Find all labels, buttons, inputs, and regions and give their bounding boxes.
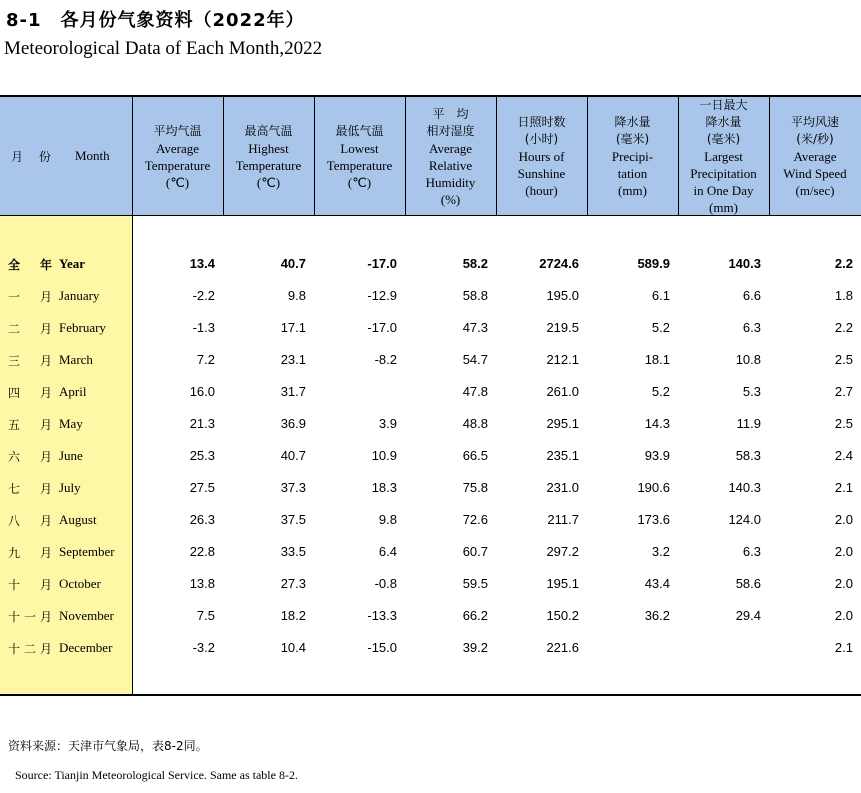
column-header-line: Temperature (235, 157, 302, 173)
table-bottom-rule (0, 694, 861, 696)
column-header-line: Average (155, 140, 200, 156)
column-header-line: Humidity (425, 174, 476, 190)
table-cell: 195.1 (546, 576, 579, 591)
source-note-en: Source: Tianjin Meteorological Service. Same as table 8-2. (15, 768, 298, 782)
month-label-en: May (59, 416, 83, 431)
table-cell: 1.8 (834, 288, 853, 303)
table-cell: 9.8 (378, 512, 397, 527)
table-cell: 11.9 (736, 416, 761, 431)
month-label-char: 一 (23, 610, 36, 624)
month-label-cn (8, 544, 52, 561)
month-label-cn (8, 480, 52, 497)
table-cell: 66.5 (462, 448, 488, 463)
month-label-char: 六 (8, 450, 21, 464)
table-cell: -12.9 (367, 288, 397, 303)
month-label-char: 二 (8, 322, 21, 336)
table-cell: 33.5 (280, 544, 306, 559)
table-cell: -2.2 (192, 288, 215, 303)
month-label-char: 月 (39, 450, 52, 464)
column-header-line: 平 均 (432, 106, 469, 121)
table-cell: 39.2 (462, 640, 488, 655)
table-cell: 190.6 (637, 480, 670, 495)
month-label-char: 月 (39, 322, 52, 336)
month-label-char: 九 (8, 546, 21, 560)
table-cell: 22.8 (189, 544, 215, 559)
table-row (0, 568, 861, 600)
table-row (0, 376, 861, 408)
table-cell: 10.9 (371, 448, 397, 463)
column-header-line: (℃) (256, 174, 281, 190)
table-title-cn: 8-1 各月份气象资料（2022年） (6, 10, 305, 31)
column-header-line: 平均气温 (153, 123, 202, 138)
column-header-line: 日照时数 (517, 115, 566, 129)
table-row (0, 472, 861, 504)
table-cell: 23.1 (280, 352, 306, 367)
table-cell: 58.8 (462, 288, 488, 303)
month-label-char: 月 (39, 386, 52, 400)
month-label-char: 五 (8, 418, 21, 432)
table-cell: 17.1 (280, 320, 306, 335)
column-header (496, 97, 587, 216)
month-label-char: 月 (39, 418, 52, 432)
table-cell: 18.1 (644, 352, 670, 367)
table-row (0, 312, 861, 344)
column-header-line: (℃) (165, 174, 190, 190)
table-cell: 48.8 (462, 416, 488, 431)
table-cell: 93.9 (644, 448, 670, 463)
table-cell: 140.3 (728, 480, 761, 495)
table-cell: 40.7 (280, 256, 306, 271)
table-cell: 43.4 (644, 576, 670, 591)
table-cell: 2.1 (834, 480, 853, 495)
month-label-cn (8, 608, 52, 625)
column-header (769, 97, 861, 216)
table-cell: -17.0 (367, 320, 397, 335)
column-header-line: (小时) (524, 132, 559, 146)
column-header-line: 相对湿度 (426, 123, 475, 138)
month-label-char: 十 (8, 610, 21, 624)
table-cell: 2.0 (834, 576, 853, 591)
table-cell: 58.3 (735, 448, 761, 463)
table-cell: 2.0 (834, 512, 853, 527)
table-cell: 2.2 (834, 256, 853, 271)
table-cell: 3.9 (378, 416, 397, 431)
table-cell: 2724.6 (539, 256, 579, 271)
table-cell: -15.0 (367, 640, 397, 655)
table-cell: 2.1 (834, 640, 853, 655)
table-cell: 219.5 (546, 320, 579, 335)
column-header (587, 97, 678, 216)
table-cell: 59.5 (462, 576, 488, 591)
table-row (0, 440, 861, 472)
column-header-line: (米/秒) (796, 132, 834, 146)
table-cell: 261.0 (546, 384, 579, 399)
column-header-line: Average (428, 140, 473, 156)
table-cell: 235.1 (546, 448, 579, 463)
table-cell: 36.2 (644, 608, 670, 623)
table-cell: 16.0 (189, 384, 215, 399)
table-cell: 173.6 (637, 512, 670, 527)
column-header-line: 一日最大 (699, 98, 748, 112)
table-cell: 9.8 (287, 288, 306, 303)
column-header-line: Precipi- (611, 149, 654, 164)
table-cell: -8.2 (374, 352, 397, 367)
month-label-char: 年 (39, 258, 52, 272)
table-cell: 47.3 (462, 320, 488, 335)
table-row (0, 344, 861, 376)
table-cell: 10.8 (735, 352, 761, 367)
table-cell: 3.2 (651, 544, 670, 559)
table-row (0, 408, 861, 440)
column-header-line: tation (617, 166, 648, 181)
table-cell: 5.2 (651, 320, 670, 335)
table-cell: 36.9 (280, 416, 306, 431)
table-cell: 60.7 (462, 544, 488, 559)
table-title-en: Meteorological Data of Each Month,2022 (4, 38, 323, 59)
column-header-line: 降水量 (614, 115, 651, 129)
month-label-en: April (59, 384, 87, 399)
table-cell: 29.4 (735, 608, 761, 623)
table-cell: 2.2 (834, 320, 853, 335)
table-cell: -0.8 (374, 576, 397, 591)
table-cell: 6.3 (742, 544, 761, 559)
month-label-en: January (59, 288, 100, 303)
column-header-line: Hours of (518, 149, 565, 164)
month-label-en: October (59, 576, 101, 591)
month-label-char: 月 (39, 578, 52, 592)
month-label-cn (8, 320, 52, 337)
column-header-line: Precipitation (690, 166, 757, 181)
source-note-cn: 资料来源：天津市气象局，表8-2同。 (8, 739, 208, 753)
column-header-line: 最高气温 (244, 123, 293, 138)
column-header-line: Average (793, 149, 837, 164)
column-header-line: Temperature (326, 157, 393, 173)
column-header-line: 降水量 (705, 115, 742, 129)
table-cell: 58.6 (735, 576, 761, 591)
table-cell: 21.3 (189, 416, 215, 431)
month-label-char: 十 (8, 578, 21, 592)
month-label-char: 一 (8, 290, 21, 304)
month-label-char: 三 (8, 354, 21, 368)
table-cell: 5.2 (651, 384, 670, 399)
month-label-cn (8, 352, 52, 369)
table-cell: 58.2 (462, 256, 488, 271)
table-cell: 10.4 (280, 640, 306, 655)
column-header (678, 97, 769, 216)
table-cell: 18.2 (280, 608, 306, 623)
table-cell: -3.2 (192, 640, 215, 655)
column-header (314, 97, 405, 216)
column-header-line: (毫米) (615, 132, 650, 146)
column-header-line: Highest (248, 140, 289, 156)
month-label-en: July (59, 480, 81, 495)
month-label-en: September (59, 544, 115, 559)
month-label-char: 七 (8, 482, 21, 496)
table-cell: 295.1 (546, 416, 579, 431)
month-header-en: Month (75, 148, 110, 163)
table-cell: 26.3 (189, 512, 215, 527)
month-label-en: June (59, 448, 83, 463)
column-header-line: (mm) (709, 200, 738, 215)
column-header (405, 97, 496, 216)
table-cell: 7.2 (196, 352, 215, 367)
table-cell: 140.3 (728, 256, 761, 271)
month-label-en: February (59, 320, 106, 335)
column-header-line: (℃) (347, 174, 372, 190)
table-cell: 25.3 (189, 448, 215, 463)
column-header-line: Relative (428, 157, 473, 173)
table-cell: 211.7 (547, 512, 579, 527)
table-row (0, 536, 861, 568)
table-cell: 37.5 (280, 512, 306, 527)
month-label-cn (8, 640, 52, 657)
table-cell: 6.3 (742, 320, 761, 335)
table-row (0, 504, 861, 536)
month-label-en: August (59, 512, 97, 527)
table-cell: 2.4 (834, 448, 853, 463)
month-label-char: 全 (8, 258, 21, 272)
table-cell: 212.1 (546, 352, 579, 367)
column-header-line: (%) (440, 191, 461, 207)
table-cell: 124.0 (728, 512, 761, 527)
month-label-char: 月 (39, 642, 52, 656)
column-header (132, 97, 223, 216)
column-header-line: Sunshine (517, 166, 566, 181)
table-row (0, 600, 861, 632)
table-cell: 31.7 (280, 384, 306, 399)
table-cell: 297.2 (546, 544, 579, 559)
table-cell: 13.8 (189, 576, 215, 591)
table-cell: 37.3 (280, 480, 306, 495)
month-label-char: 月 (39, 546, 52, 560)
table-cell: 40.7 (280, 448, 306, 463)
table-cell: 2.7 (834, 384, 853, 399)
month-label-cn (8, 416, 52, 433)
column-header-line: Largest (704, 149, 743, 164)
column-header (223, 97, 314, 216)
table-cell: 5.3 (742, 384, 761, 399)
month-label-char: 月 (39, 290, 52, 304)
month-label-cn (8, 384, 52, 401)
table-cell: 47.8 (462, 384, 488, 399)
table-cell: 2.0 (834, 544, 853, 559)
month-label-char: 月 (39, 482, 52, 496)
month-header-cn: 月 份 (11, 150, 57, 164)
table-row (0, 632, 861, 664)
month-label-char: 月 (39, 610, 52, 624)
month-label-cn (8, 256, 52, 273)
table-cell: 27.5 (189, 480, 215, 495)
table-cell: 231.0 (546, 480, 579, 495)
table-cell: -13.3 (367, 608, 397, 623)
table-cell: 72.6 (462, 512, 488, 527)
table-cell: 2.5 (834, 416, 853, 431)
table-cell: 54.7 (462, 352, 488, 367)
table-cell: 589.9 (637, 256, 670, 271)
month-label-cn (8, 448, 52, 465)
month-label-char: 八 (8, 514, 21, 528)
month-label-char: 四 (8, 386, 21, 400)
table-cell: 6.1 (651, 288, 670, 303)
column-header-line: Wind Speed (783, 166, 847, 181)
table-cell: 27.3 (280, 576, 306, 591)
month-label-en: Year (59, 256, 85, 271)
column-header-line: (mm) (618, 183, 647, 198)
month-label-cn (8, 512, 52, 529)
table-cell: 66.2 (462, 608, 488, 623)
month-label-en: March (59, 352, 93, 367)
column-header-line: 平均风速 (790, 115, 839, 129)
month-label-cn (8, 576, 52, 593)
month-label-char: 月 (39, 354, 52, 368)
table-cell: -17.0 (367, 256, 397, 271)
month-label-cn (8, 288, 52, 305)
table-cell: 2.0 (834, 608, 853, 623)
table-cell: 6.6 (742, 288, 761, 303)
column-header-line: Lowest (340, 140, 379, 156)
column-header-line: in One Day (693, 183, 754, 198)
table-cell: 18.3 (371, 480, 397, 495)
table-row (0, 280, 861, 312)
column-header-line: (毫米) (706, 132, 741, 146)
table-cell: 6.4 (378, 544, 397, 559)
table-cell: 150.2 (546, 608, 579, 623)
column-header-line: (m/sec) (795, 183, 835, 198)
column-header-line: Temperature (144, 157, 211, 173)
table-cell: 221.6 (546, 640, 579, 655)
table-row-total (0, 248, 861, 280)
column-header-line: 最低气温 (335, 123, 384, 138)
table-cell: 2.5 (834, 352, 853, 367)
table-cell: 14.3 (644, 416, 670, 431)
month-label-char: 二 (23, 642, 36, 656)
table-cell: 13.4 (189, 256, 215, 271)
month-label-en: November (59, 608, 114, 623)
month-label-char: 月 (39, 514, 52, 528)
table-cell: 75.8 (462, 480, 488, 495)
table-cell: 195.0 (546, 288, 579, 303)
column-header-line: (hour) (525, 183, 558, 198)
table-cell: 7.5 (196, 608, 215, 623)
month-label-char: 十 (8, 642, 21, 656)
month-label-en: December (59, 640, 113, 655)
table-cell: -1.3 (192, 320, 215, 335)
